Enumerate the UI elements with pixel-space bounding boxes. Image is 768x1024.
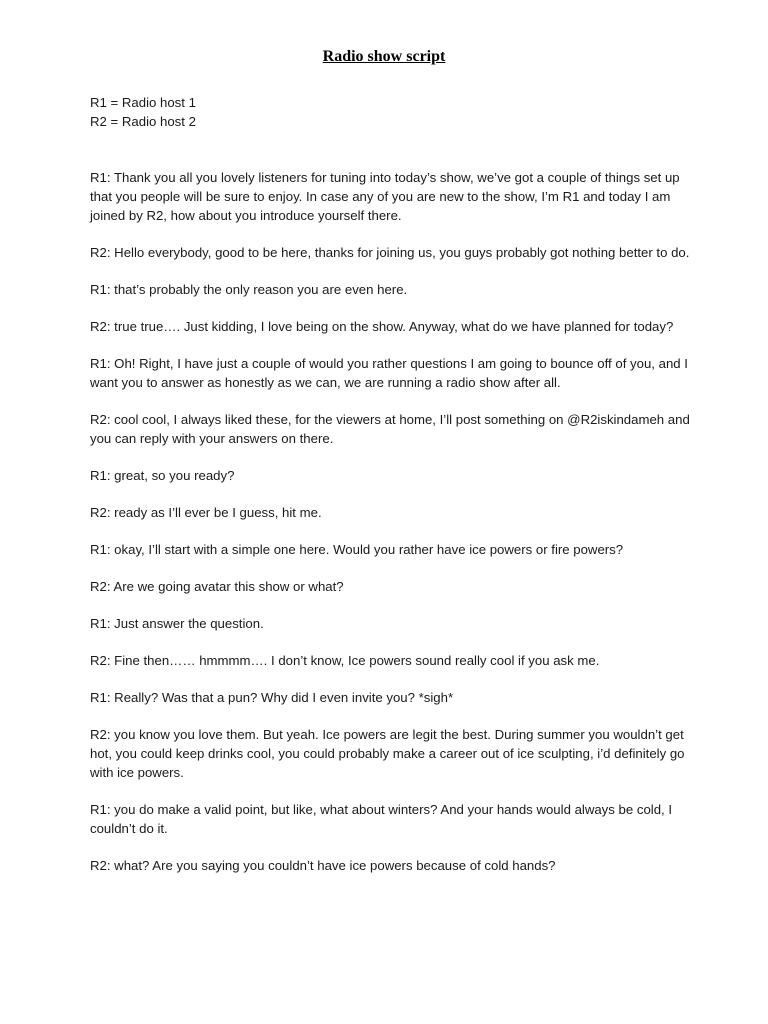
dialogue-line: R1: okay, I’ll start with a simple one here. Would you rather have ice powers or fire powers? <box>90 542 624 557</box>
dialogue-line: R1: great, so you ready? <box>90 468 235 483</box>
legend-line-r1: R1 = Radio host 1 <box>90 95 196 110</box>
document-title: Radio show script <box>322 48 446 65</box>
dialogue-line: R2: Are we going avatar this show or what? <box>90 579 344 594</box>
dialogue-line: R2: you know you love them. But yeah. Ice powers are legit the best. During summer you wouldn’t get hot, you could keep drinks cool, you could probably make a career out of ice sculpting, i’d definitely go with ice powers. <box>90 727 685 780</box>
dialogue-line: R1: you do make a valid point, but like, what about winters? And your hands would always be cold, I couldn’t do it. <box>90 802 673 836</box>
dialogue-line: R1: Just answer the question. <box>90 616 264 631</box>
dialogue-line: R1: Really? Was that a pun? Why did I even invite you? *sigh* <box>90 690 454 705</box>
dialogue-line: R2: Fine then…… hmmmm…. I don’t know, Ice powers sound really cool if you ask me. <box>90 653 600 668</box>
dialogue-line: R2: ready as I’ll ever be I guess, hit me. <box>90 505 322 520</box>
dialogue-line: R1: Oh! Right, I have just a couple of would you rather questions I am going to bounce off of you, and I want you to answer as honestly as we can, we are running a radio show after all. <box>90 356 688 390</box>
dialogue-line: R1: that’s probably the only reason you are even here. <box>90 282 408 297</box>
dialogue-line: R2: true true…. Just kidding, I love being on the show. Anyway, what do we have planned for today? <box>90 319 674 334</box>
dialogue-line: R2: Hello everybody, good to be here, thanks for joining us, you guys probably got nothing better to do. <box>90 245 690 260</box>
legend-line-r2: R2 = Radio host 2 <box>90 114 196 129</box>
dialogue-line: R1: Thank you all you lovely listeners for tuning into today’s show, we’ve got a couple of things set up that you people will be sure to enjoy. In case any of you are new to the show, I’m R1 and today I am joined by R2, how about you introduce yourself there. <box>90 170 680 223</box>
script-body <box>90 93 690 893</box>
host-legend <box>90 93 690 131</box>
dialogue-line: R2: what? Are you saying you couldn’t have ice powers because of cold hands? <box>90 858 556 873</box>
dialogue-line: R2: cool cool, I always liked these, for the viewers at home, I’ll post something on @R2iskindameh and you can reply with your answers on there. <box>90 412 690 446</box>
